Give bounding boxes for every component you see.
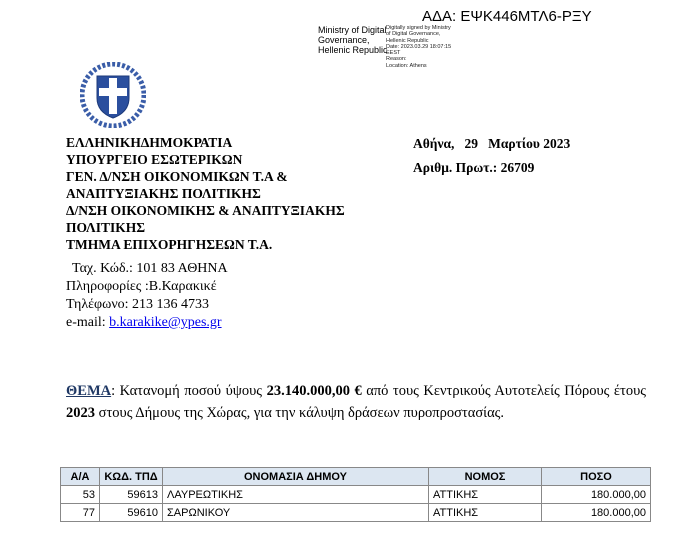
email-line [66,314,228,332]
sig-detail: Hellenic Republic [386,37,429,44]
allocation-table [60,467,651,522]
org-line: ΤΜΗΜΑ ΕΠΙΧΟΡΗΓΗΣΕΩΝ Τ.Α. [66,237,273,252]
subject-amount: 23.140.000,00 € [266,383,362,399]
cell: 59610 [100,504,163,522]
document-date: Αθήνα, 29 Μαρτίου 2023 [413,136,571,151]
col-header: Α/Α [61,468,100,486]
table-row [61,486,651,504]
sig-detail: EEST [386,50,401,57]
col-header: ΝΟΜΟΣ [429,468,542,486]
date-block [413,136,570,176]
cell: ΑΤΤΙΚΗΣ [429,504,542,522]
cell: 59613 [100,486,163,504]
cell: ΑΤΤΙΚΗΣ [429,486,542,504]
subject-text: από τους Κεντρικούς Αυτοτελείς Πόρους έτους [361,383,647,399]
sig-detail: Digitally signed by Ministry [386,25,451,31]
sig-line: Governance, [318,35,370,45]
cell: ΣΑΡΩΝΙΚΟΥ [163,504,429,522]
sig-detail: Date: 2023.03.29 18:07:15 [386,43,452,50]
sig-line: Hellenic Republic [318,45,388,55]
contact-block [66,260,228,332]
org-line: Δ/ΝΣΗ ΟΙΚΟΝΟΜΙΚΗΣ & ΑΝΑΠΤΥΞΙΑΚΗΣ [66,203,345,218]
col-header: ΟΝΟΜΑΣΙΑ ΔΗΜΟΥ [163,468,429,486]
cell: ΛΑΥΡΕΩΤΙΚΗΣ [163,486,429,504]
sig-detail: Location: Athens [386,62,427,69]
phone: Τηλέφωνο: 213 136 4733 [66,297,210,312]
signature-name [318,25,388,55]
subject [66,380,646,424]
sig-line: Ministry of Digital [318,25,387,35]
col-header: ΚΩΔ. ΤΠΔ [100,468,163,486]
email-link[interactable]: b.karakike@ypes.gr [109,315,222,330]
cell: 77 [61,504,100,522]
signature-details [386,25,451,69]
info-contact: Πληροφορίες :Β.Καρακικέ [66,279,217,294]
table-row [61,504,651,522]
ada-code: ΑΔΑ: ΕΨΚ446ΜΤΛ6-ΡΞΥ [422,8,592,25]
org-line: ΠΟΛΙΤΙΚΗΣ [66,220,146,235]
org-line: ΥΠΟΥΡΓΕΙΟ ΕΣΩΤΕΡΙΚΩΝ [66,152,243,167]
subject-text: : Κατανομή ποσού ύψους [111,383,267,399]
sig-detail: of Digital Governance, [386,31,441,38]
postal-code: Ταχ. Κώδ.: 101 83 ΑΘΗΝΑ [72,261,228,276]
cell: 180.000,00 [542,504,651,522]
org-line: ΑΝΑΠΤΥΞΙΑΚΗΣ ΠΟΛΙΤΙΚΗΣ [66,186,261,201]
cell: 180.000,00 [542,486,651,504]
subject-year: 2023 [66,405,95,421]
subject-label: ΘΕΜΑ [66,383,112,399]
table-header [61,468,651,486]
greek-emblem-icon [80,62,146,128]
email-label: e-mail: [66,315,110,330]
organization-block [66,134,345,253]
col-header: ΠΟΣΟ [542,468,651,486]
sig-detail: Reason: [386,56,407,63]
org-line: ΕΛΛΗΝΙΚΗΔΗΜΟΚΡΑΤΙΑ [66,135,233,150]
org-line: ΓΕΝ. Δ/ΝΣΗ ΟΙΚΟΝΟΜΙΚΩΝ Τ.Α & [66,169,288,184]
protocol-number: Αριθμ. Πρωτ.: 26709 [413,160,535,175]
subject-text: στους Δήμους της Χώρας, για την κάλυψη δράσεων πυροπροστασίας. [95,405,505,421]
cell: 53 [61,486,100,504]
